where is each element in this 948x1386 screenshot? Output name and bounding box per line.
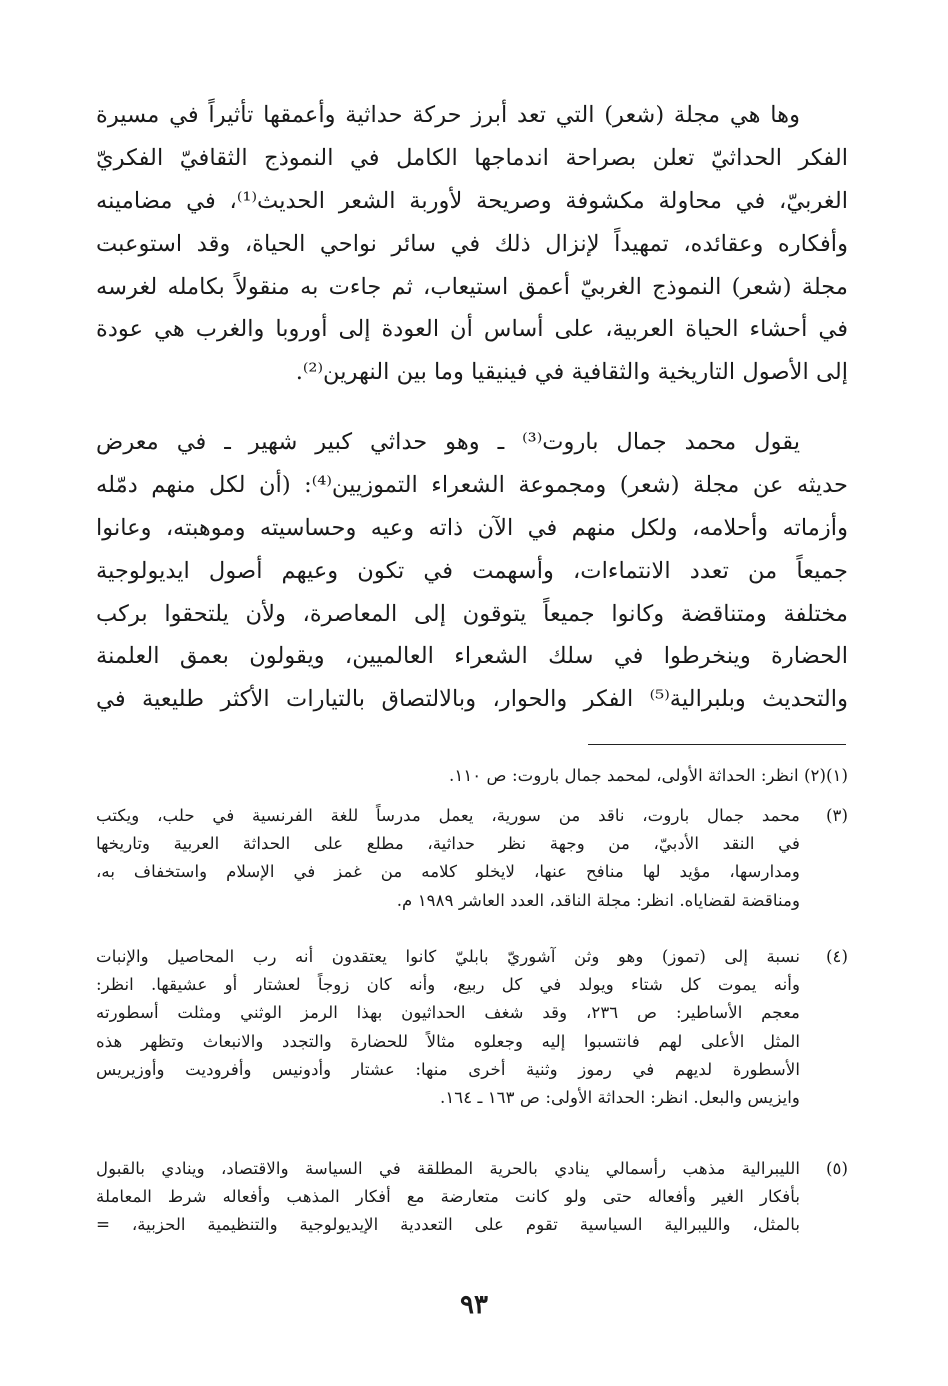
footnote-line: المثل الأعلى لهم فانتسبوا إليه وجعلوه مثالاً للحضارة والتجدد والانبعاث وتظهر هذه <box>96 1030 800 1051</box>
footnote-line: وأنه يموت كل شتاء ويولد في كل ربيع، وأنه كان زوجاً لعشتار أو عشيقها. انظر: <box>96 974 800 995</box>
text-line: الحضارة وينخرطوا في سلك الشعراء العالميين، ويقولون بعمق العلمنة <box>96 643 848 670</box>
footnote-text <box>96 761 848 789</box>
text-line: وأفكاره وعقائده، تمهيداً لإنزال ذلك في سائر نواحي الحياة، وقد استوعبت <box>96 230 848 257</box>
footnote-line: الليبرالية مذهب رأسمالي ينادي بالحرية المطلقة في السياسة والاقتصاد، وينادي بالقبول <box>96 1158 800 1178</box>
paragraph-1 <box>96 94 848 394</box>
text-line: مختلفة ومتناقضة وكانوا جميعاً يتوقون إلى المعاصرة، ولأن يلتحقوا بركب <box>96 600 848 627</box>
footnote-line: بأفكار الغير وأفعاله حتى ولو كانت متعارضة مع أفكار المذهب وأفعاله شرط المعاملة <box>96 1186 800 1207</box>
text-line: إلى الأصول التاريخية والثقافية في فينيقيا وما بين النهرين⁽²⁾. <box>295 359 848 386</box>
page-number: ٩٣ <box>460 1290 488 1320</box>
text-line: حديثه عن مجلة (شعر) ومجموعة الشعراء التموزيين⁽⁴⁾: (أن لكل منهم دمّله <box>96 471 848 498</box>
footnote-line: محمد جمال باروت، ناقد من سورية، يعمل مدرساً للغة الفرنسية في حلب، ويكتب <box>96 805 800 825</box>
text-line: في أحشاء الحياة العربية، على أساس أن العودة إلى أوروبا والغرب هي عودة <box>96 316 848 343</box>
text-line: الفكر الحداثيّ تعلن بصراحة اندماجها الكامل في النموذج الثقافيّ الفكريّ <box>96 144 848 171</box>
footnote-marker: (٤) <box>826 946 848 966</box>
footnote-line: انظر: الحداثة الأولى، لمحمد جمال باروت: ص ١١٠. <box>449 765 799 785</box>
footnote-line: بالمثل، والليبرالية السياسية تقوم على التعددية الإيديولوجية والتنظيمية الحزبية، = <box>96 1214 800 1235</box>
footnote-line: ومدارسها، مؤيد لها منافح عنها، لايخلو كلامه من غمز في الإسلام واستخفاف به، <box>96 861 800 882</box>
text-line: الغربيّ، في محاولة مكشوفة وصريحة لأوربة الشعر الحديث⁽¹⁾، في مضامينه <box>96 187 848 214</box>
footnote-line: ومناقضة لقضاياه. انظر: مجلة الناقد، العدد العاشر ١٩٨٩ م. <box>396 889 800 910</box>
footnote-separator <box>588 744 846 745</box>
footnote-4 <box>96 942 848 1111</box>
text-line: والتحديث وبلبرالية⁽⁵⁾ الفكر والحوار، وبالالتصاق بالتيارات الأكثر طليعية في <box>96 686 848 713</box>
footnote-marker: (١)(٢) <box>804 765 848 785</box>
footnote-marker: (٥) <box>826 1158 848 1178</box>
text-line: وها هي مجلة (شعر) التي تعد أبرز حركة حداثية وأعمقها تأثيراً في مسيرة <box>96 102 800 128</box>
footnote-line: معجم الأساطير: ص ٢٣٦، وقد شغف الحداثيون بهذا الرمز الوثني ومثلت أسطورته <box>96 1002 800 1023</box>
footnote-marker: (٣) <box>826 805 848 825</box>
text-line: جميعاً من تعدد الانتماءات، وأسهمت في تكون وعيهم أصول ايديولوجية <box>96 557 848 584</box>
footnote-line: الأسطورة لديهم في رموز وثنية أخرى منها: عشتار وأدونيس وأفروديت وأوزيريس <box>96 1058 800 1079</box>
footnote-1-2 <box>96 761 848 789</box>
footnote-line: في النقد الأدبيّ، من وجهة نظر حداثية، مطلع على الحداثة العربية وتاريخها <box>96 833 800 854</box>
text-line: وأزماته وأحلامه، ولكل منهم في الآن ذاته وعيه وحساسيته وموهبته، وعانوا <box>96 514 848 541</box>
text-line: مجلة (شعر) النموذج الغربيّ أعمق استيعاب، ثم جاءت به منقولاً بكامله لغرسه <box>96 273 848 300</box>
paragraph-2 <box>96 421 848 721</box>
footnote-line: وايزيس والبعل. انظر: الحداثة الأولى: ص ١٦٣ ـ ١٦٤. <box>440 1086 800 1107</box>
footnote-line: نسبة إلى (تموز) وهو وثن آشوريّ بابليّ كانوا يعتقدون أنه رب المحاصيل والإنبات <box>96 946 800 966</box>
footnote-5 <box>96 1154 848 1239</box>
footnote-3 <box>96 801 848 914</box>
text-line: يقول محمد جمال باروت⁽³⁾ ـ وهو حداثي كبير شهير ـ في معرض <box>96 429 800 455</box>
